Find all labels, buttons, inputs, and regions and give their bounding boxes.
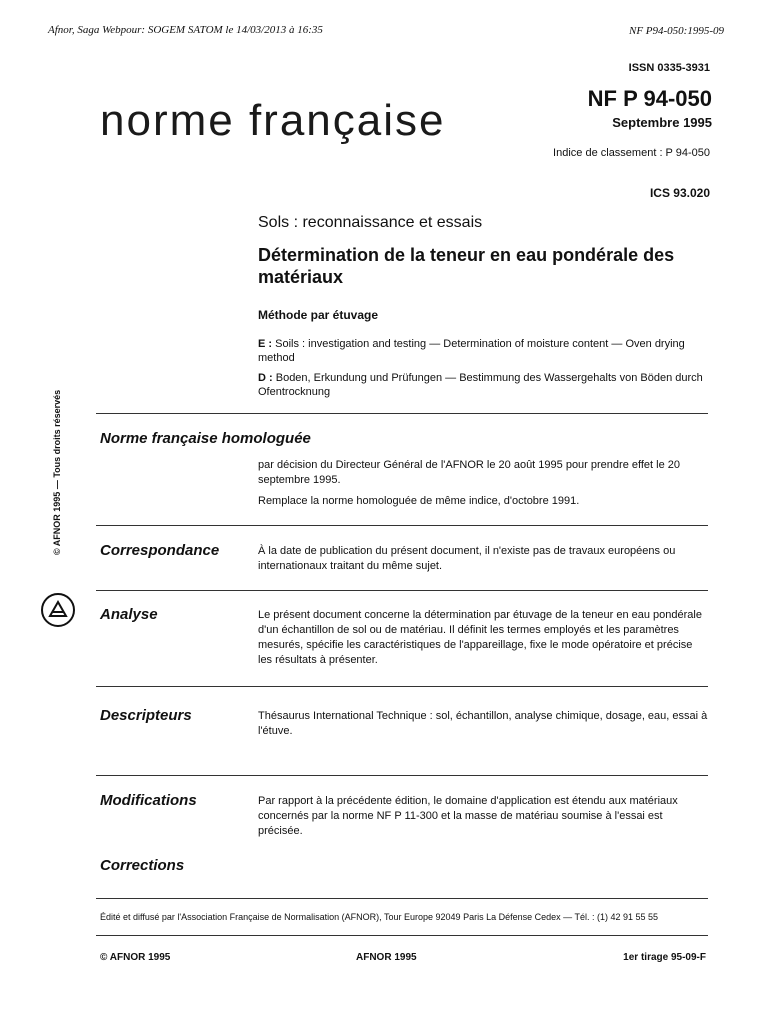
translation-german <box>258 371 718 399</box>
section-body-correspondance: À la date de publication du présent document, il n'existe pas de travaux européens ou internationaux traitant du même sujet. <box>258 545 676 572</box>
document-method: Méthode par étuvage <box>258 308 379 322</box>
section-label-corrections: Corrections <box>100 857 185 874</box>
section-body-homologation <box>258 458 708 515</box>
section-label-modifications: Modifications <box>100 792 197 809</box>
section-label-analyse: Analyse <box>100 606 158 623</box>
header-reference: NF P94-050:1995-09 <box>628 25 724 37</box>
divider <box>96 898 708 899</box>
standard-number: NF P 94-050 <box>587 86 712 111</box>
issn-number: ISSN 0335-3931 <box>628 62 710 74</box>
footer-copyright: © AFNOR 1995 <box>100 952 171 963</box>
footer-center: AFNOR 1995 <box>356 952 417 963</box>
divider <box>96 935 708 936</box>
section-label-descripteurs: Descripteurs <box>100 707 192 724</box>
document-title: Détermination de la teneur en eau pondérale des matériaux <box>258 245 675 287</box>
translation-text: Boden, Erkundung und Prüfungen — Bestimmung des Wassergehalts von Böden durch Ofentrocknung <box>258 372 703 398</box>
standard-date: Septembre 1995 <box>612 115 712 130</box>
publisher-note: Édité et diffusé par l'Association Française de Normalisation (AFNOR), Tour Europe 92049 Paris La Défense Cedex — Tél. : (1) 42 91 55 55 <box>100 912 659 922</box>
section-body-analyse: Le présent document concerne la détermination par étuvage de la teneur en eau pondérale d'un échantillon de sol ou de matériau. Il définit les termes employés et les paramètres mesurés, spécifie les caractéristiques de l'appareillage, fixe le mode opératoire et précise les résultats à présenter. <box>258 609 702 666</box>
translation-text: Soils : investigation and testing — Determination of moisture content — Oven drying method <box>258 338 685 364</box>
divider <box>96 413 708 414</box>
translations <box>258 337 718 405</box>
translation-code: D : <box>258 372 273 384</box>
classification-index: Indice de classement : P 94-050 <box>553 147 710 159</box>
divider <box>96 686 708 687</box>
sidebar-rights: © AFNOR 1995 — Tous droits réservés <box>52 389 62 555</box>
section-label-homologation: Norme française homologuée <box>100 430 311 447</box>
document-subject: Sols : reconnaissance et essais <box>258 214 483 231</box>
section-body-modifications: Par rapport à la précédente édition, le domaine d'application est étendu aux matériaux concernés par la norme NF P 11-300 et la masse de matériau soumise à l'essai est précisée. <box>258 795 678 837</box>
header-source: Afnor, Saga Webpour: SOGEM SATOM le 14/03/2013 à 16:35 <box>48 24 323 36</box>
footer-print-run: 1er tirage 95-09-F <box>623 952 706 963</box>
section-label-correspondance: Correspondance <box>100 542 220 559</box>
homologation-replacement: Remplace la norme homologuée de même indice, d'octobre 1991. <box>258 495 580 507</box>
divider <box>96 775 708 776</box>
translation-code: E : <box>258 338 273 350</box>
brand-title: norme française <box>100 96 446 145</box>
afnor-logo-icon <box>40 592 76 628</box>
divider <box>96 525 708 526</box>
section-body-descripteurs: Thésaurus International Technique : sol, échantillon, analyse chimique, dosage, eau, essai à l'étuve. <box>258 710 708 737</box>
divider <box>96 590 708 591</box>
ics-code: ICS 93.020 <box>649 186 710 200</box>
homologation-decision: par décision du Directeur Général de l'AFNOR le 20 août 1995 pour prendre effet le 20 septembre 1995. <box>258 459 680 486</box>
translation-english <box>258 337 718 365</box>
